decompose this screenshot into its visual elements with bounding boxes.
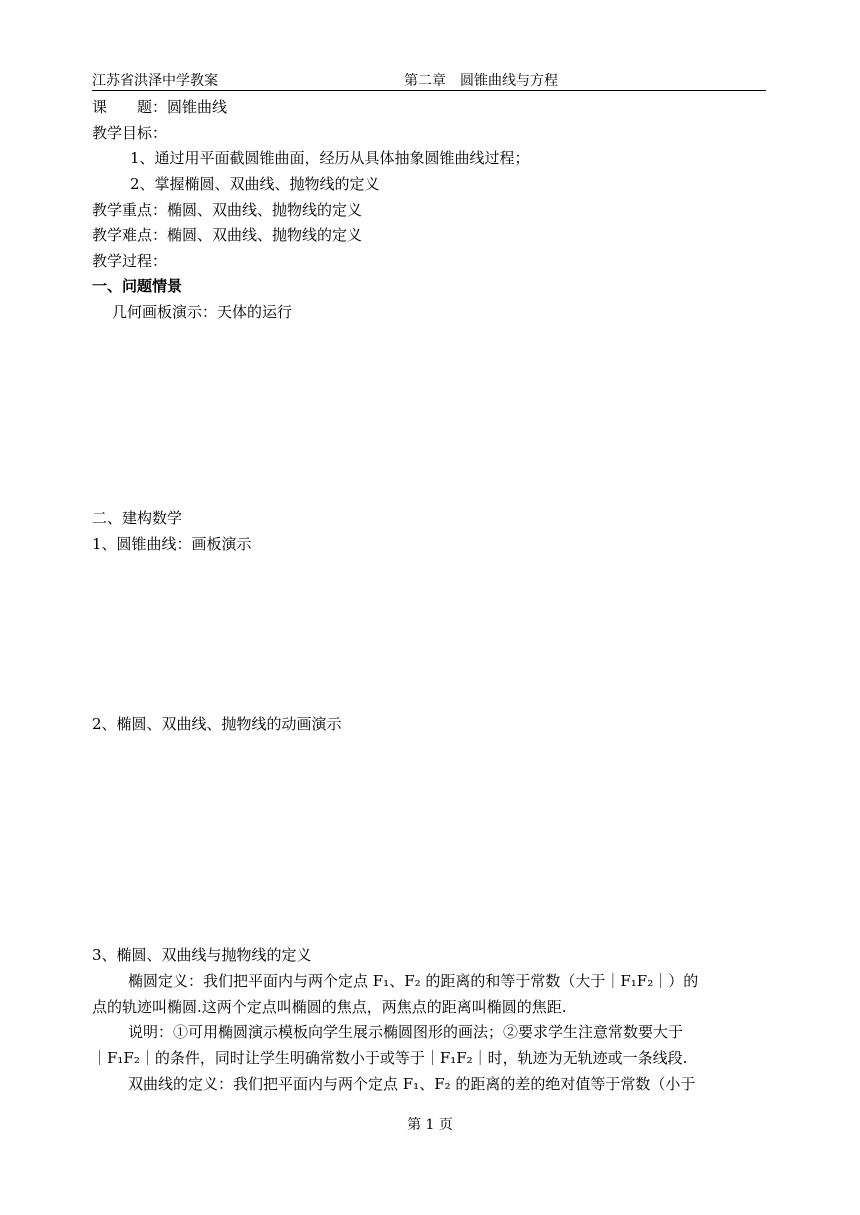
header-school: 江苏省洪泽中学教案 bbox=[92, 73, 218, 89]
item-1: 1、圆锥曲线：画板演示 bbox=[92, 535, 252, 553]
ellipse-definition-line-1: 椭圆定义：我们把平面内与两个定点 F₁、F₂ 的距离的和等于常数（大于｜F₁F₂｜）的 bbox=[128, 972, 699, 990]
page-header bbox=[92, 70, 766, 91]
page-number: 第 1 页 bbox=[407, 1117, 453, 1133]
note-line-1: 说明：①可用椭圆演示模板向学生展示椭圆图形的画法；②要求学生注意常数要大于 bbox=[128, 1023, 684, 1041]
objective-2: 2、掌握椭圆、双曲线、抛物线的定义 bbox=[130, 175, 380, 193]
item-3: 3、椭圆、双曲线与抛物线的定义 bbox=[92, 946, 312, 964]
item-2: 2、椭圆、双曲线、抛物线的动画演示 bbox=[92, 715, 342, 733]
process-heading: 教学过程： bbox=[92, 252, 168, 270]
hyperbola-definition-line-1: 双曲线的定义：我们把平面内与两个定点 F₁、F₂ 的距离的差的绝对值等于常数（小于 bbox=[128, 1075, 696, 1093]
section-1-heading: 一、问题情景 bbox=[92, 277, 183, 295]
section-1-text: 几何画板演示：天体的运行 bbox=[112, 303, 293, 321]
difficult-points: 教学难点：椭圆、双曲线、抛物线的定义 bbox=[92, 226, 363, 244]
note-line-2: ｜F₁F₂｜的条件，同时让学生明确常数小于或等于｜F₁F₂｜时，轨迹为无轨迹或一条线段. bbox=[92, 1049, 688, 1067]
objective-1: 1、通过用平面截圆锥曲面，经历从具体抽象圆锥曲线过程； bbox=[130, 149, 530, 167]
lesson-title: 课 题：圆锥曲线 bbox=[92, 98, 228, 116]
header-chapter: 第二章 圆锥曲线与方程 bbox=[404, 73, 558, 89]
ellipse-definition-line-2: 点的轨迹叫椭圆.这两个定点叫椭圆的焦点，两焦点的距离叫椭圆的焦距. bbox=[92, 998, 567, 1016]
objectives-heading: 教学目标： bbox=[92, 124, 168, 142]
section-2-heading: 二、建构数学 bbox=[92, 509, 183, 527]
key-points: 教学重点：椭圆、双曲线、抛物线的定义 bbox=[92, 201, 363, 219]
